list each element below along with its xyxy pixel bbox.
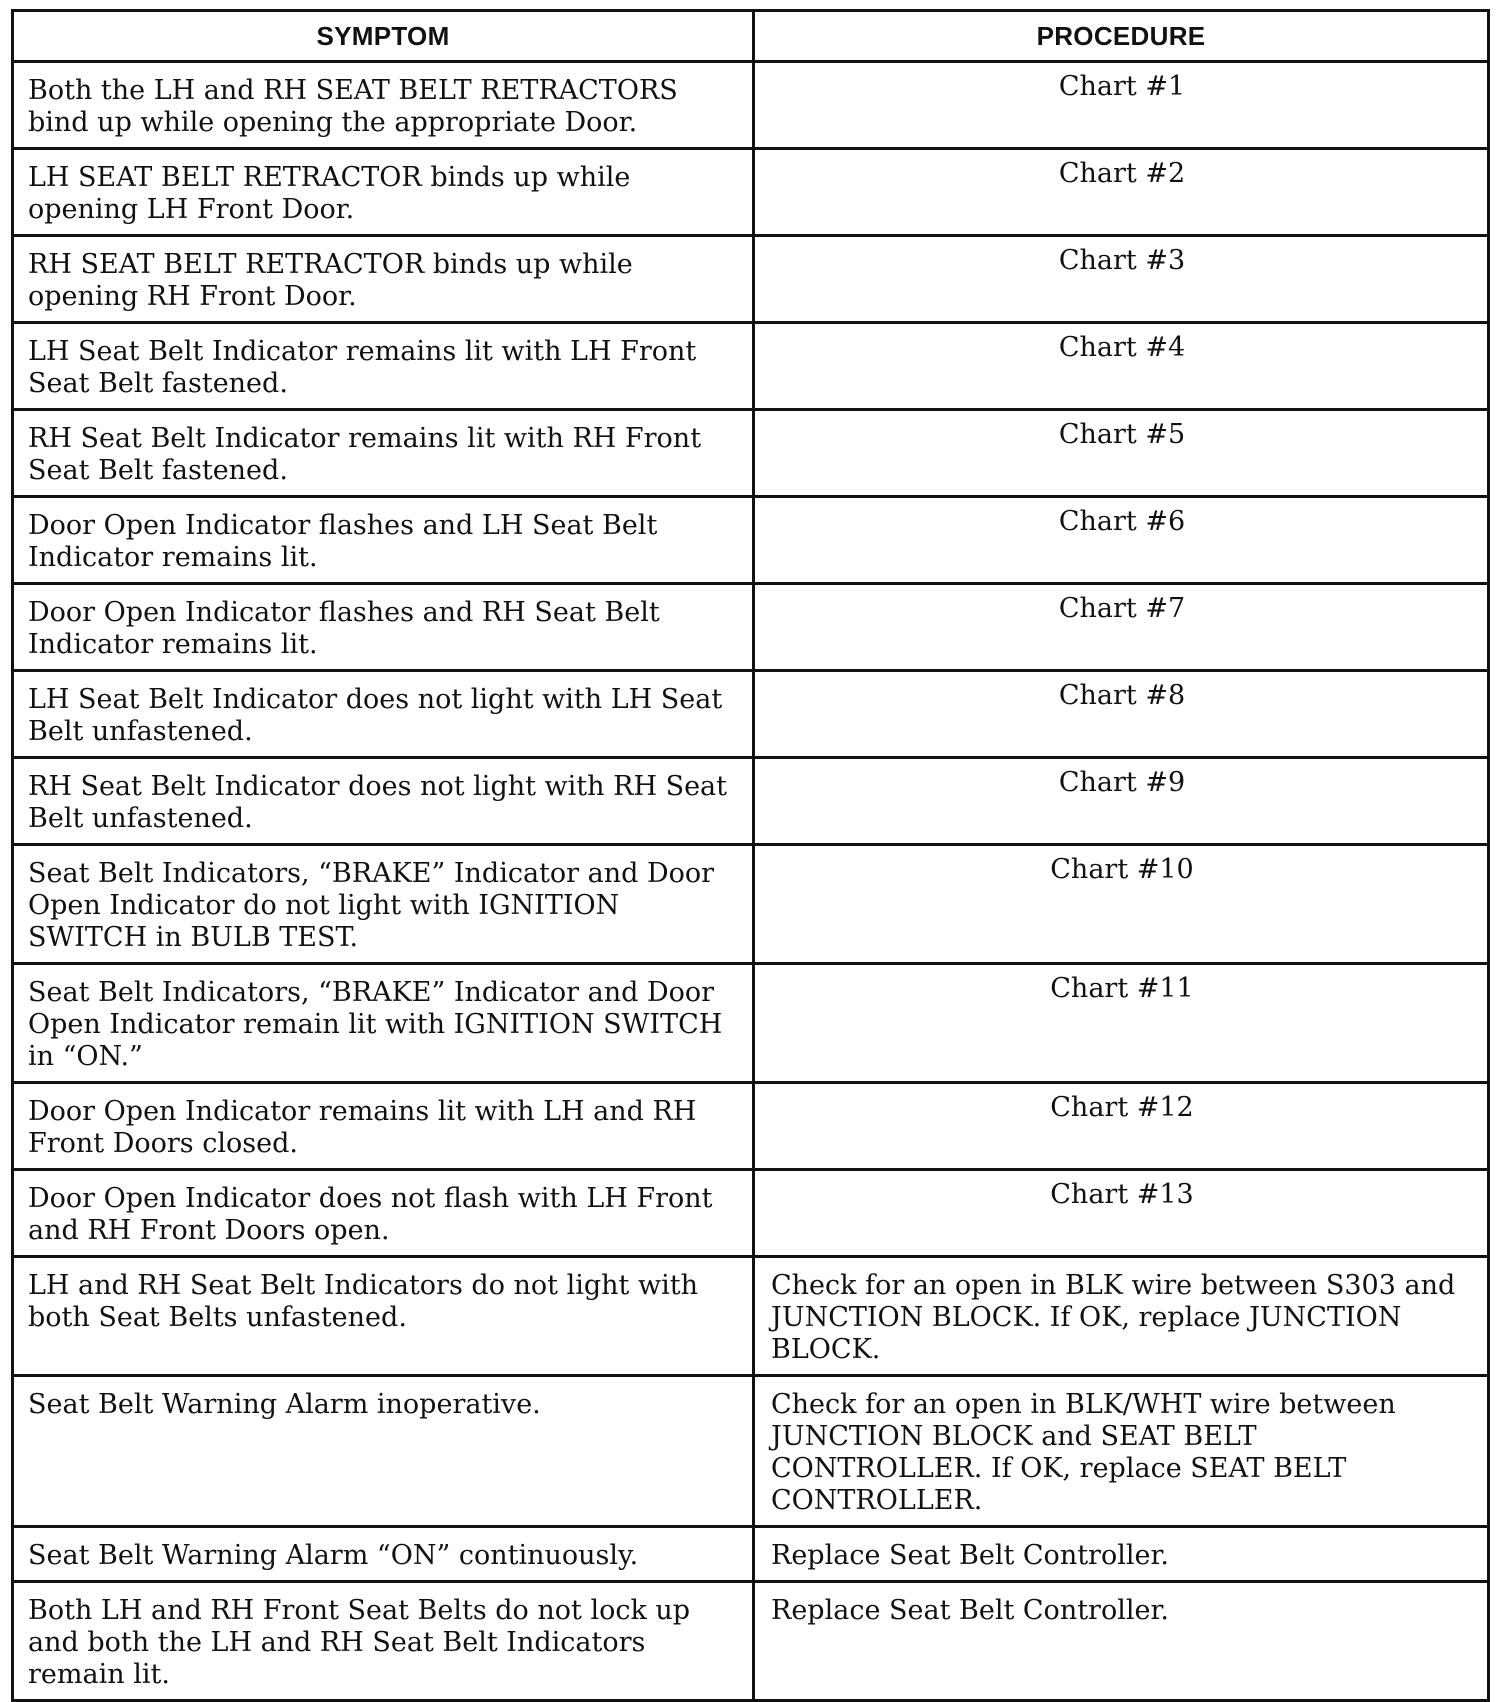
symptom-cell: Door Open Indicator does not flash with LH Front and RH Front Doors open.: [13, 1170, 754, 1257]
table-row: [13, 584, 1489, 671]
symptom-procedure-table: [11, 9, 1490, 1702]
table-row: [13, 323, 1489, 410]
symptom-cell: RH Seat Belt Indicator remains lit with RH Front Seat Belt fastened.: [13, 410, 754, 497]
table-row: [13, 497, 1489, 584]
procedure-cell: Chart #5: [754, 410, 1489, 497]
procedure-cell: Chart #9: [754, 758, 1489, 845]
table-row: [13, 1170, 1489, 1257]
table-row: [13, 758, 1489, 845]
procedure-cell: Chart #12: [754, 1083, 1489, 1170]
procedure-column-header: PROCEDURE: [754, 11, 1489, 62]
procedure-cell: Chart #8: [754, 671, 1489, 758]
procedure-cell: Replace Seat Belt Controller.: [754, 1582, 1489, 1701]
symptom-cell: LH SEAT BELT RETRACTOR binds up while opening LH Front Door.: [13, 149, 754, 236]
procedure-cell: Check for an open in BLK/WHT wire between JUNCTION BLOCK and SEAT BELT CONTROLLER. If OK, replace SEAT BELT CONTROLLER.: [754, 1376, 1489, 1527]
procedure-cell: Chart #11: [754, 964, 1489, 1083]
procedure-cell: Chart #13: [754, 1170, 1489, 1257]
table-row: [13, 1527, 1489, 1582]
symptom-cell: Door Open Indicator flashes and LH Seat Belt Indicator remains lit.: [13, 497, 754, 584]
table-row: [13, 149, 1489, 236]
procedure-cell: Chart #2: [754, 149, 1489, 236]
table-row: [13, 845, 1489, 964]
symptom-column-header: SYMPTOM: [13, 11, 754, 62]
symptom-cell: LH Seat Belt Indicator remains lit with LH Front Seat Belt fastened.: [13, 323, 754, 410]
table-row: [13, 1083, 1489, 1170]
procedure-cell: Chart #6: [754, 497, 1489, 584]
table-row: [13, 1582, 1489, 1701]
symptom-cell: RH SEAT BELT RETRACTOR binds up while opening RH Front Door.: [13, 236, 754, 323]
procedure-cell: Chart #1: [754, 62, 1489, 149]
symptom-cell: LH Seat Belt Indicator does not light with LH Seat Belt unfastened.: [13, 671, 754, 758]
table-row: [13, 1376, 1489, 1527]
procedure-cell: Check for an open in BLK wire between S303 and JUNCTION BLOCK. If OK, replace JUNCTION BLOCK.: [754, 1257, 1489, 1376]
table-row: [13, 1257, 1489, 1376]
symptom-cell: Door Open Indicator remains lit with LH and RH Front Doors closed.: [13, 1083, 754, 1170]
symptom-cell: Seat Belt Indicators, “BRAKE” Indicator and Door Open Indicator remain lit with IGNITION SWITCH in “ON.”: [13, 964, 754, 1083]
symptom-cell: Both LH and RH Front Seat Belts do not lock up and both the LH and RH Seat Belt Indicators remain lit.: [13, 1582, 754, 1701]
symptom-cell: Seat Belt Indicators, “BRAKE” Indicator and Door Open Indicator do not light with IGNITION SWITCH in BULB TEST.: [13, 845, 754, 964]
procedure-cell: Chart #4: [754, 323, 1489, 410]
symptom-cell: Seat Belt Warning Alarm inoperative.: [13, 1376, 754, 1527]
symptom-cell: Seat Belt Warning Alarm “ON” continuously.: [13, 1527, 754, 1582]
symptom-cell: Door Open Indicator flashes and RH Seat Belt Indicator remains lit.: [13, 584, 754, 671]
procedure-cell: Chart #7: [754, 584, 1489, 671]
table-header-row: [13, 11, 1489, 62]
table-row: [13, 671, 1489, 758]
symptom-cell: Both the LH and RH SEAT BELT RETRACTORS bind up while opening the appropriate Door.: [13, 62, 754, 149]
symptom-cell: RH Seat Belt Indicator does not light with RH Seat Belt unfastened.: [13, 758, 754, 845]
table-row: [13, 410, 1489, 497]
symptom-procedure-table-container: [11, 9, 1487, 1702]
symptom-cell: LH and RH Seat Belt Indicators do not light with both Seat Belts unfastened.: [13, 1257, 754, 1376]
procedure-cell: Chart #10: [754, 845, 1489, 964]
table-row: [13, 62, 1489, 149]
table-row: [13, 964, 1489, 1083]
table-row: [13, 236, 1489, 323]
procedure-cell: Replace Seat Belt Controller.: [754, 1527, 1489, 1582]
procedure-cell: Chart #3: [754, 236, 1489, 323]
